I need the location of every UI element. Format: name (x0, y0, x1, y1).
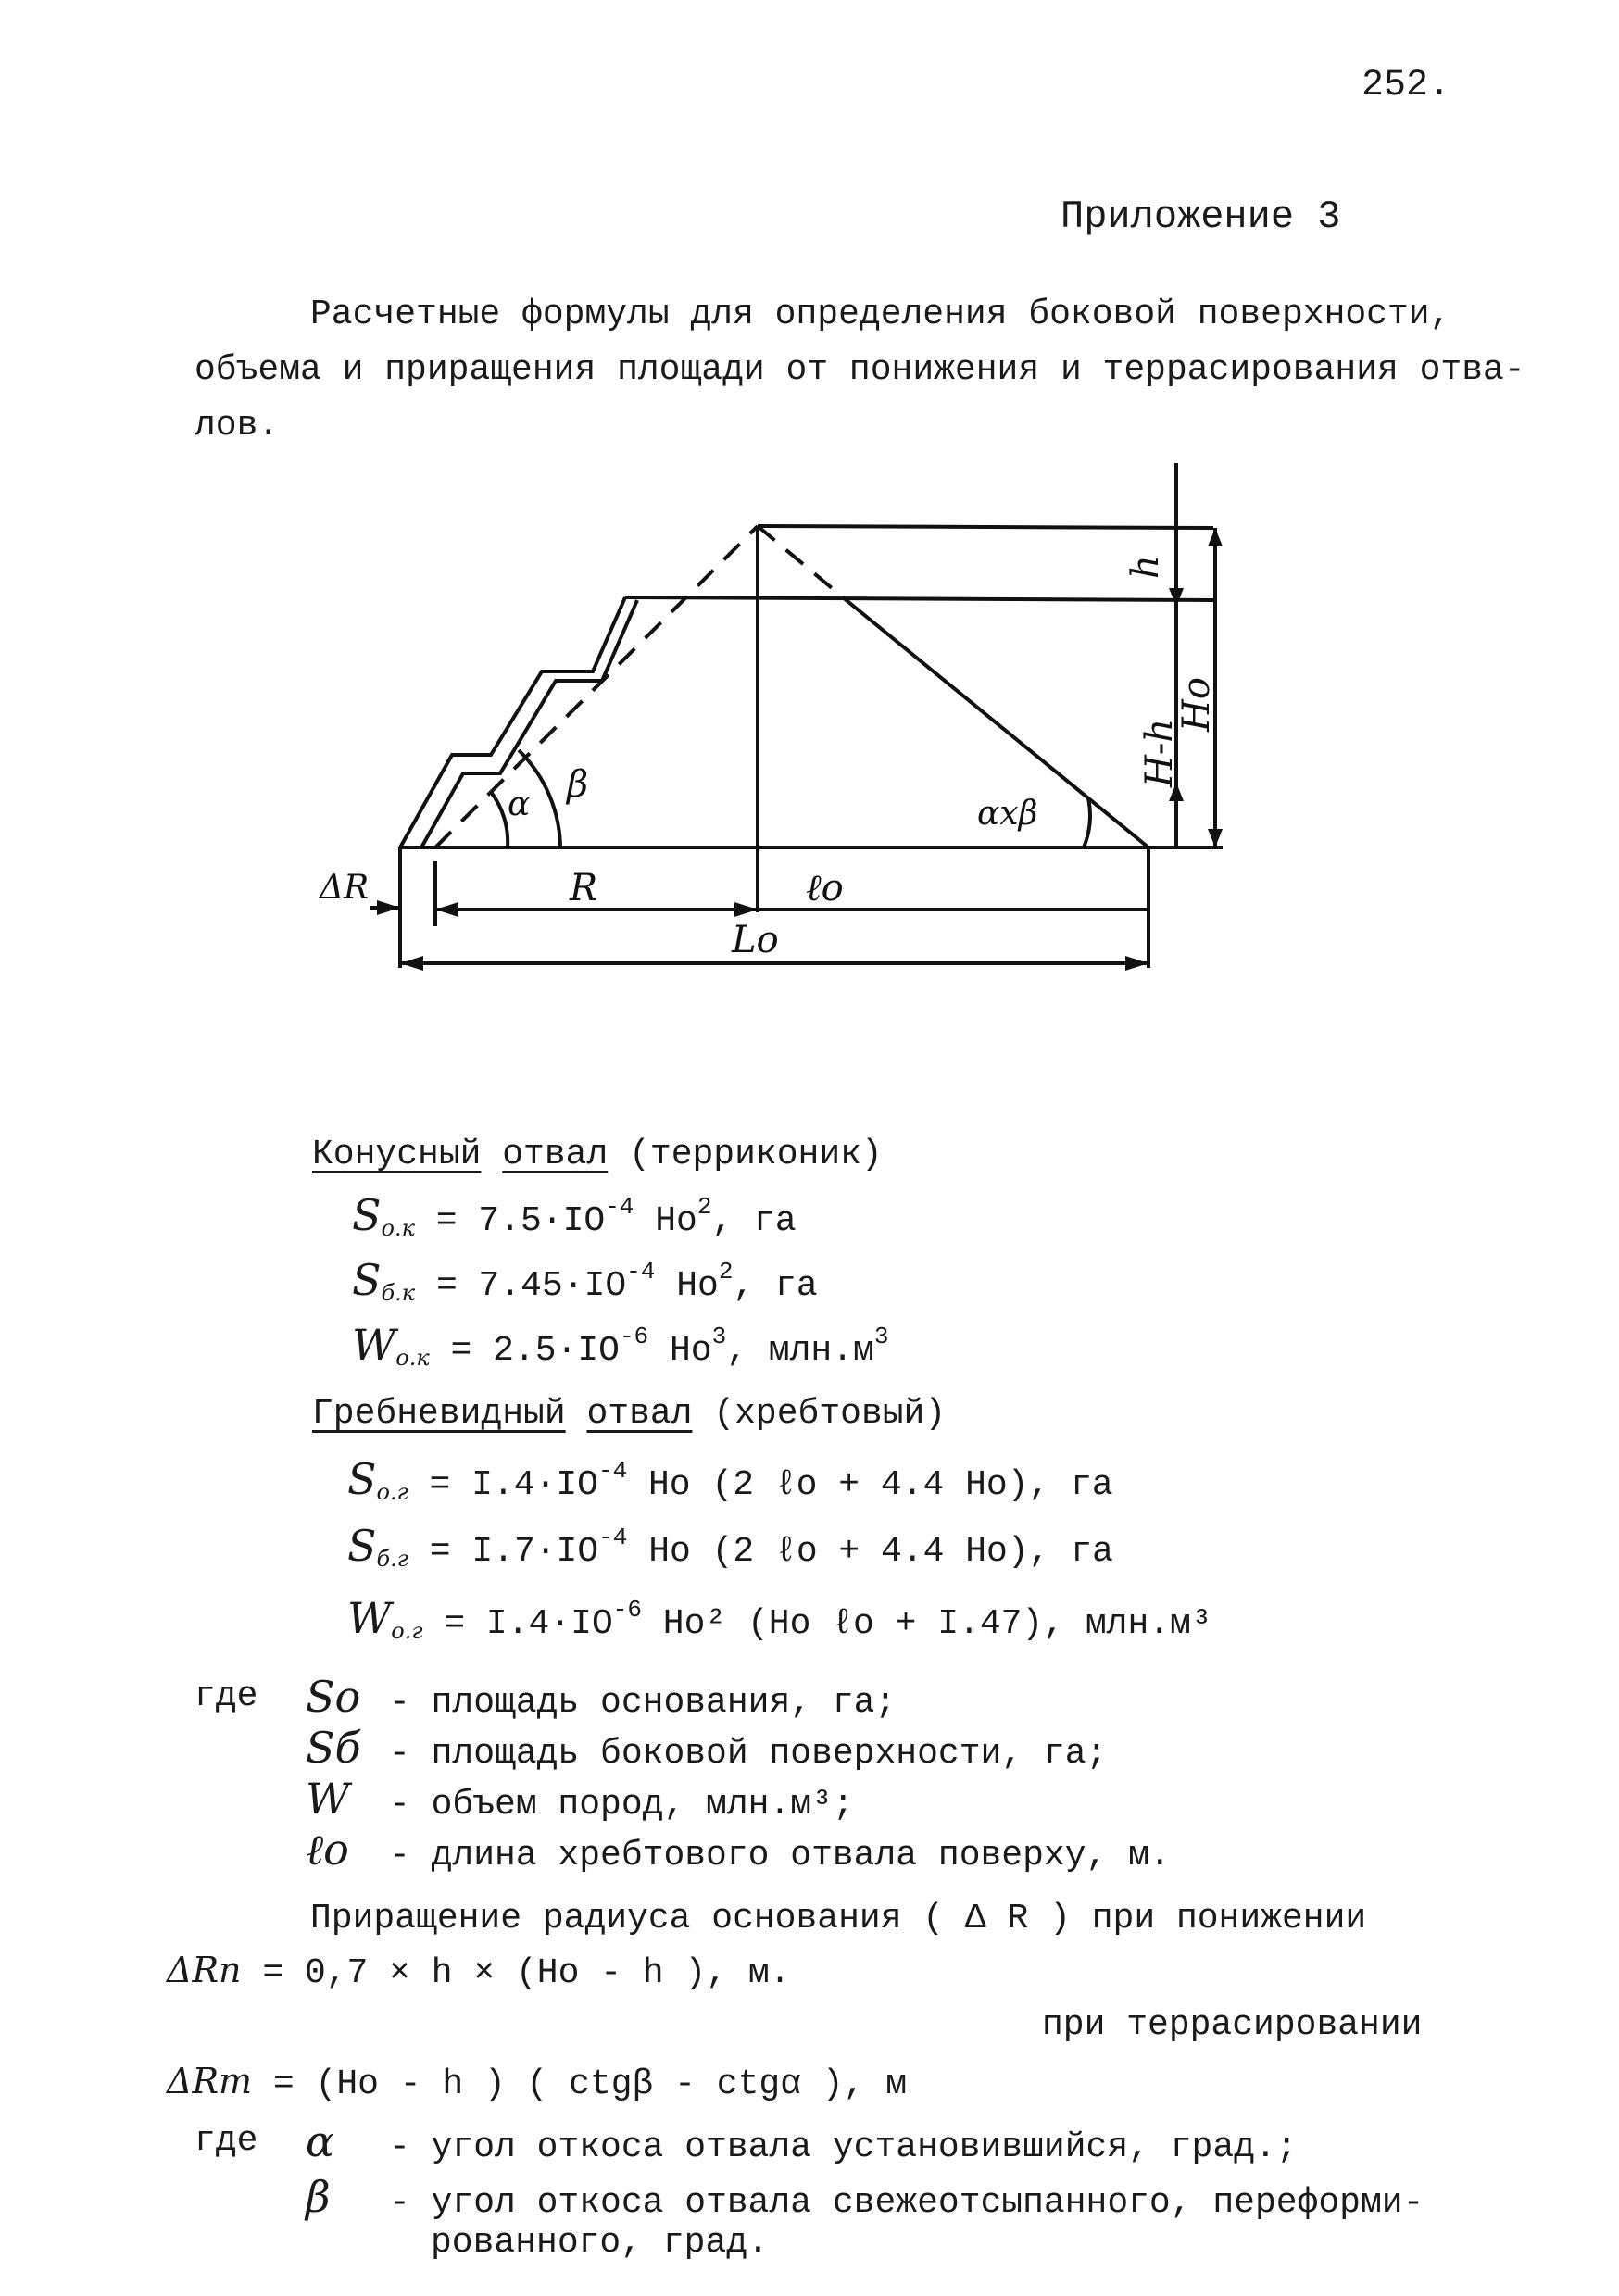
intro-line-3: лов. (195, 406, 280, 445)
where-label-2: где (195, 2121, 258, 2161)
cone-heading-rest: (терриконик) (629, 1135, 883, 1174)
alpha-arc (491, 792, 508, 847)
where1-item-4: ℓo - длина хребтового отвала поверху, м. (306, 1825, 1171, 1876)
increment-formula-t: ΔRт = (Ho - h ) ( ctgβ - ctgα ), м (167, 2061, 908, 2104)
label-delta-R: ΔR (320, 869, 370, 907)
terrace-label: при террасировании (1042, 2005, 1423, 2045)
where2-item-2: β - угол откоса отвала свежеотсыпанного, переформи- (306, 2172, 1424, 2223)
increment-line-1: Приращение радиуса основания ( Δ R ) при понижении (310, 1899, 1367, 1938)
apex-line (758, 526, 1213, 528)
dashed-right-slope (758, 526, 843, 597)
ridge-formula-2: $S_{б.г} = I.7\cdot IO^{-4}$ Ho (2 ℓo + 4.4 Ho), га (347, 1521, 1113, 1572)
where-label-1: где (195, 1676, 258, 1716)
cone-formula-2: $S_{б.к} = 7.45\cdot IO^{-4}$ Ho$^2$, га (352, 1255, 818, 1306)
ridge-heading (312, 1394, 946, 1434)
ridge-heading-rest: (хребтовый) (713, 1394, 947, 1434)
dashed-left-slope (435, 526, 758, 847)
ridge-heading-word1: Гребневидный (312, 1394, 566, 1434)
ridge-formula-1: $S_{о.г} = I.4\cdot IO^{-4}$ Ho (2 ℓo + 4.4 Ho), га (347, 1454, 1113, 1505)
label-L-o: Lo (732, 919, 779, 961)
spoil-heap-diagram (0, 0, 1619, 1019)
label-Ho: Ho (1175, 677, 1218, 732)
label-alpha-x-beta: αxβ (977, 795, 1038, 833)
increment-formula-p: ΔRп = 0,7 × h × (Ho - h ), м. (167, 1950, 791, 1993)
appendix-title: Приложение 3 (1061, 194, 1341, 239)
cone-formula-3: $W_{о.к} = 2.5\cdot IO^{-6}$ Ho$^3$, $млн.м^3$ (352, 1320, 889, 1371)
label-l-o: ℓo (806, 867, 844, 910)
where1-item-3: W - объем пород, млн.м³; (306, 1774, 854, 1825)
cone-formula-1: $S_{о.к} = 7.5\cdot IO^{-4}$ Ho$^2$, га (352, 1190, 797, 1241)
label-alpha: α (508, 785, 531, 823)
intro-line-2: объема и приращения площади от понижения и террасирования отва- (195, 350, 1525, 390)
where2-item-1: α - угол откоса отвала установившийся, град.; (306, 2116, 1298, 2167)
label-beta: β (567, 763, 589, 806)
ridge-heading-word2: отвал (586, 1394, 693, 1434)
where1-item-2: Sб - площадь боковой поверхности, га; (306, 1723, 1108, 1774)
terrace-top-line (625, 597, 1213, 600)
where2-continuation: рованного, град. (431, 2223, 769, 2263)
cone-heading-word1: Конусный (312, 1135, 482, 1174)
page-number: 252. (1362, 65, 1451, 107)
label-H-minus-h: H-h (1138, 718, 1181, 787)
ridge-formula-3: $W_{о.г} = I.4\cdot IO^{-6}$ Ho² (Ho ℓo + I.47), млн.м³ (347, 1593, 1212, 1644)
label-h: h (1124, 555, 1167, 579)
cone-heading (312, 1135, 883, 1174)
where1-item-1: So - площадь основания, га; (306, 1672, 897, 1723)
label-R: R (570, 867, 598, 910)
intro-line-1: Расчетные формулы для определения боковой поверхности, (310, 295, 1451, 334)
cone-heading-word2: отвал (502, 1135, 609, 1174)
alphabeta-arc (1084, 798, 1090, 847)
